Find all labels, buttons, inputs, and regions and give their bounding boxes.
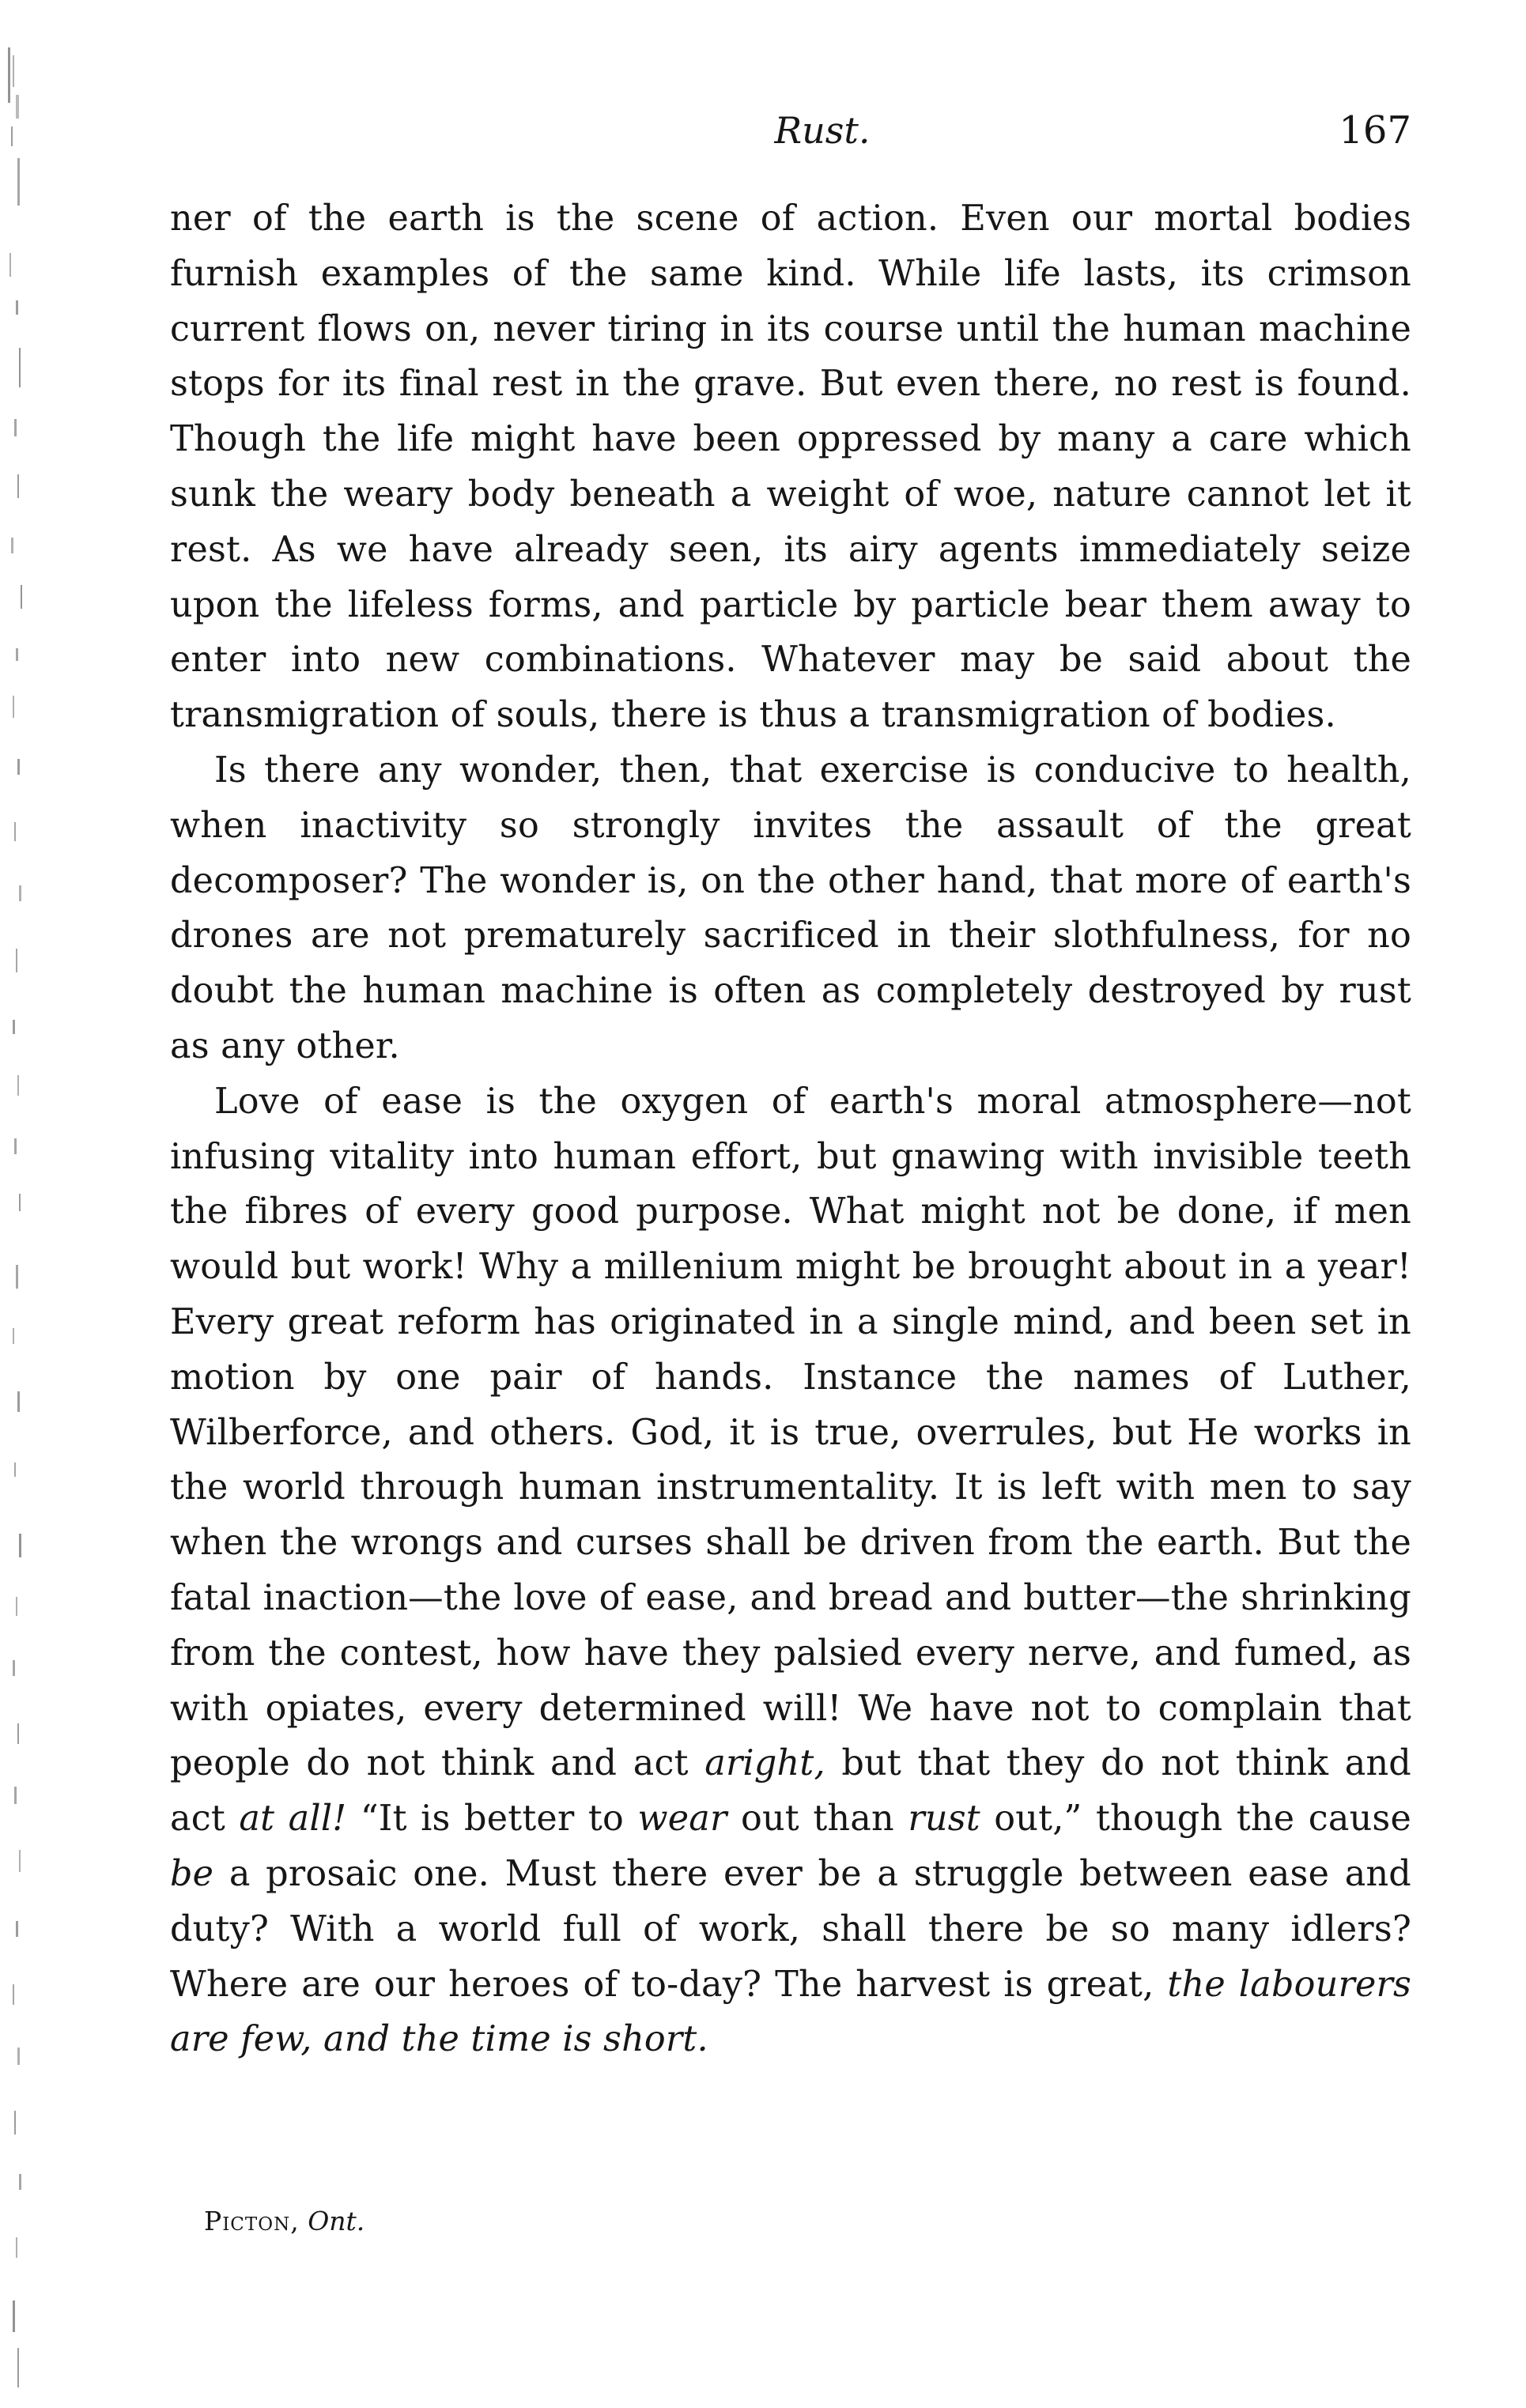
emphasis-rust: rust — [908, 1798, 980, 1840]
paragraph-1: ner of the earth is the scene of action. Even our mortal bodies furnish examples of the same kind. While life lasts, its crimson current flows on, never tiring in its course until the human machine stops for its final rest in the grave. But even there, no rest is found. Though the life might have been oppressed by many a care which sunk the weary body beneath a weight of woe, nature cannot let it rest. As we have already seen, its airy agents immediately seize upon the lifeless forms, and particle by particle bear them away to enter into new combinations. Whatever may be said about the transmigration of souls, there is thus a transmigration of bodies. — [170, 198, 1411, 736]
running-header — [170, 103, 1411, 158]
emphasis-closing-phrase: the labourers are few, and the time is short. — [170, 1964, 1411, 2060]
paragraph-3-text: a prosaic one. Must there ever be a struggle between ease and duty? With a world full of work, shall there be so many idlers? Where are our heroes of to-day? The harvest is great, — [170, 1853, 1411, 2005]
paragraph-3-text: out than — [727, 1798, 908, 1840]
running-title: Rust. — [774, 109, 871, 152]
emphasis-aright: aright, — [704, 1743, 825, 1784]
paragraph-2: Is there any wonder, then, that exercise is conducive to health, when inactivity so strongly invites the assault of the great decomposer? The wonder is, on the other hand, that more of earth's drones are not prematurely sacrificed in their slothfulness, for no doubt the human machine is often as completely destroyed by rust as any other. — [170, 749, 1411, 1066]
paragraph-3-text: out,” though the cause — [980, 1798, 1412, 1840]
author-signature — [204, 2202, 365, 2241]
emphasis-wear: wear — [637, 1798, 727, 1840]
emphasis-at-all: at all! — [239, 1798, 347, 1840]
signature-place: Picton, — [204, 2206, 300, 2236]
body-text — [170, 191, 1411, 2067]
emphasis-be: be — [170, 1853, 214, 1894]
paragraph-3 — [170, 1074, 1411, 2067]
page-number: 167 — [1339, 108, 1411, 153]
paragraph-3-text: but that they do not think and act — [170, 1743, 1411, 1840]
binding-edge-marks — [0, 47, 55, 2403]
paragraph-3-text: Love of ease is the oxygen of earth's moral atmosphere—not infusing vitality into human effort, but gnawing with invisible teeth the fibres of every good purpose. What might not be done, if men would but work! Why a millenium might be brought about in a year! Every great reform has originated in a single mind, and been set in motion by one pair of hands. Instance the names of Luther, Wilberforce, and others. God, it is true, overrules, but He works in the world through human instrumentality. It is left with men to say when the wrongs and curses shall be driven from the earth. But the fatal inaction—the love of ease, and bread and butter—the shrinking from the contest, how have they palsied every nerve, and fumed, as with opiates, every determined will! We have not to complain that people do not think and act — [170, 1081, 1411, 1784]
paragraph-3-text: “It is better to — [346, 1798, 638, 1840]
signature-region: Ont. — [308, 2206, 365, 2236]
